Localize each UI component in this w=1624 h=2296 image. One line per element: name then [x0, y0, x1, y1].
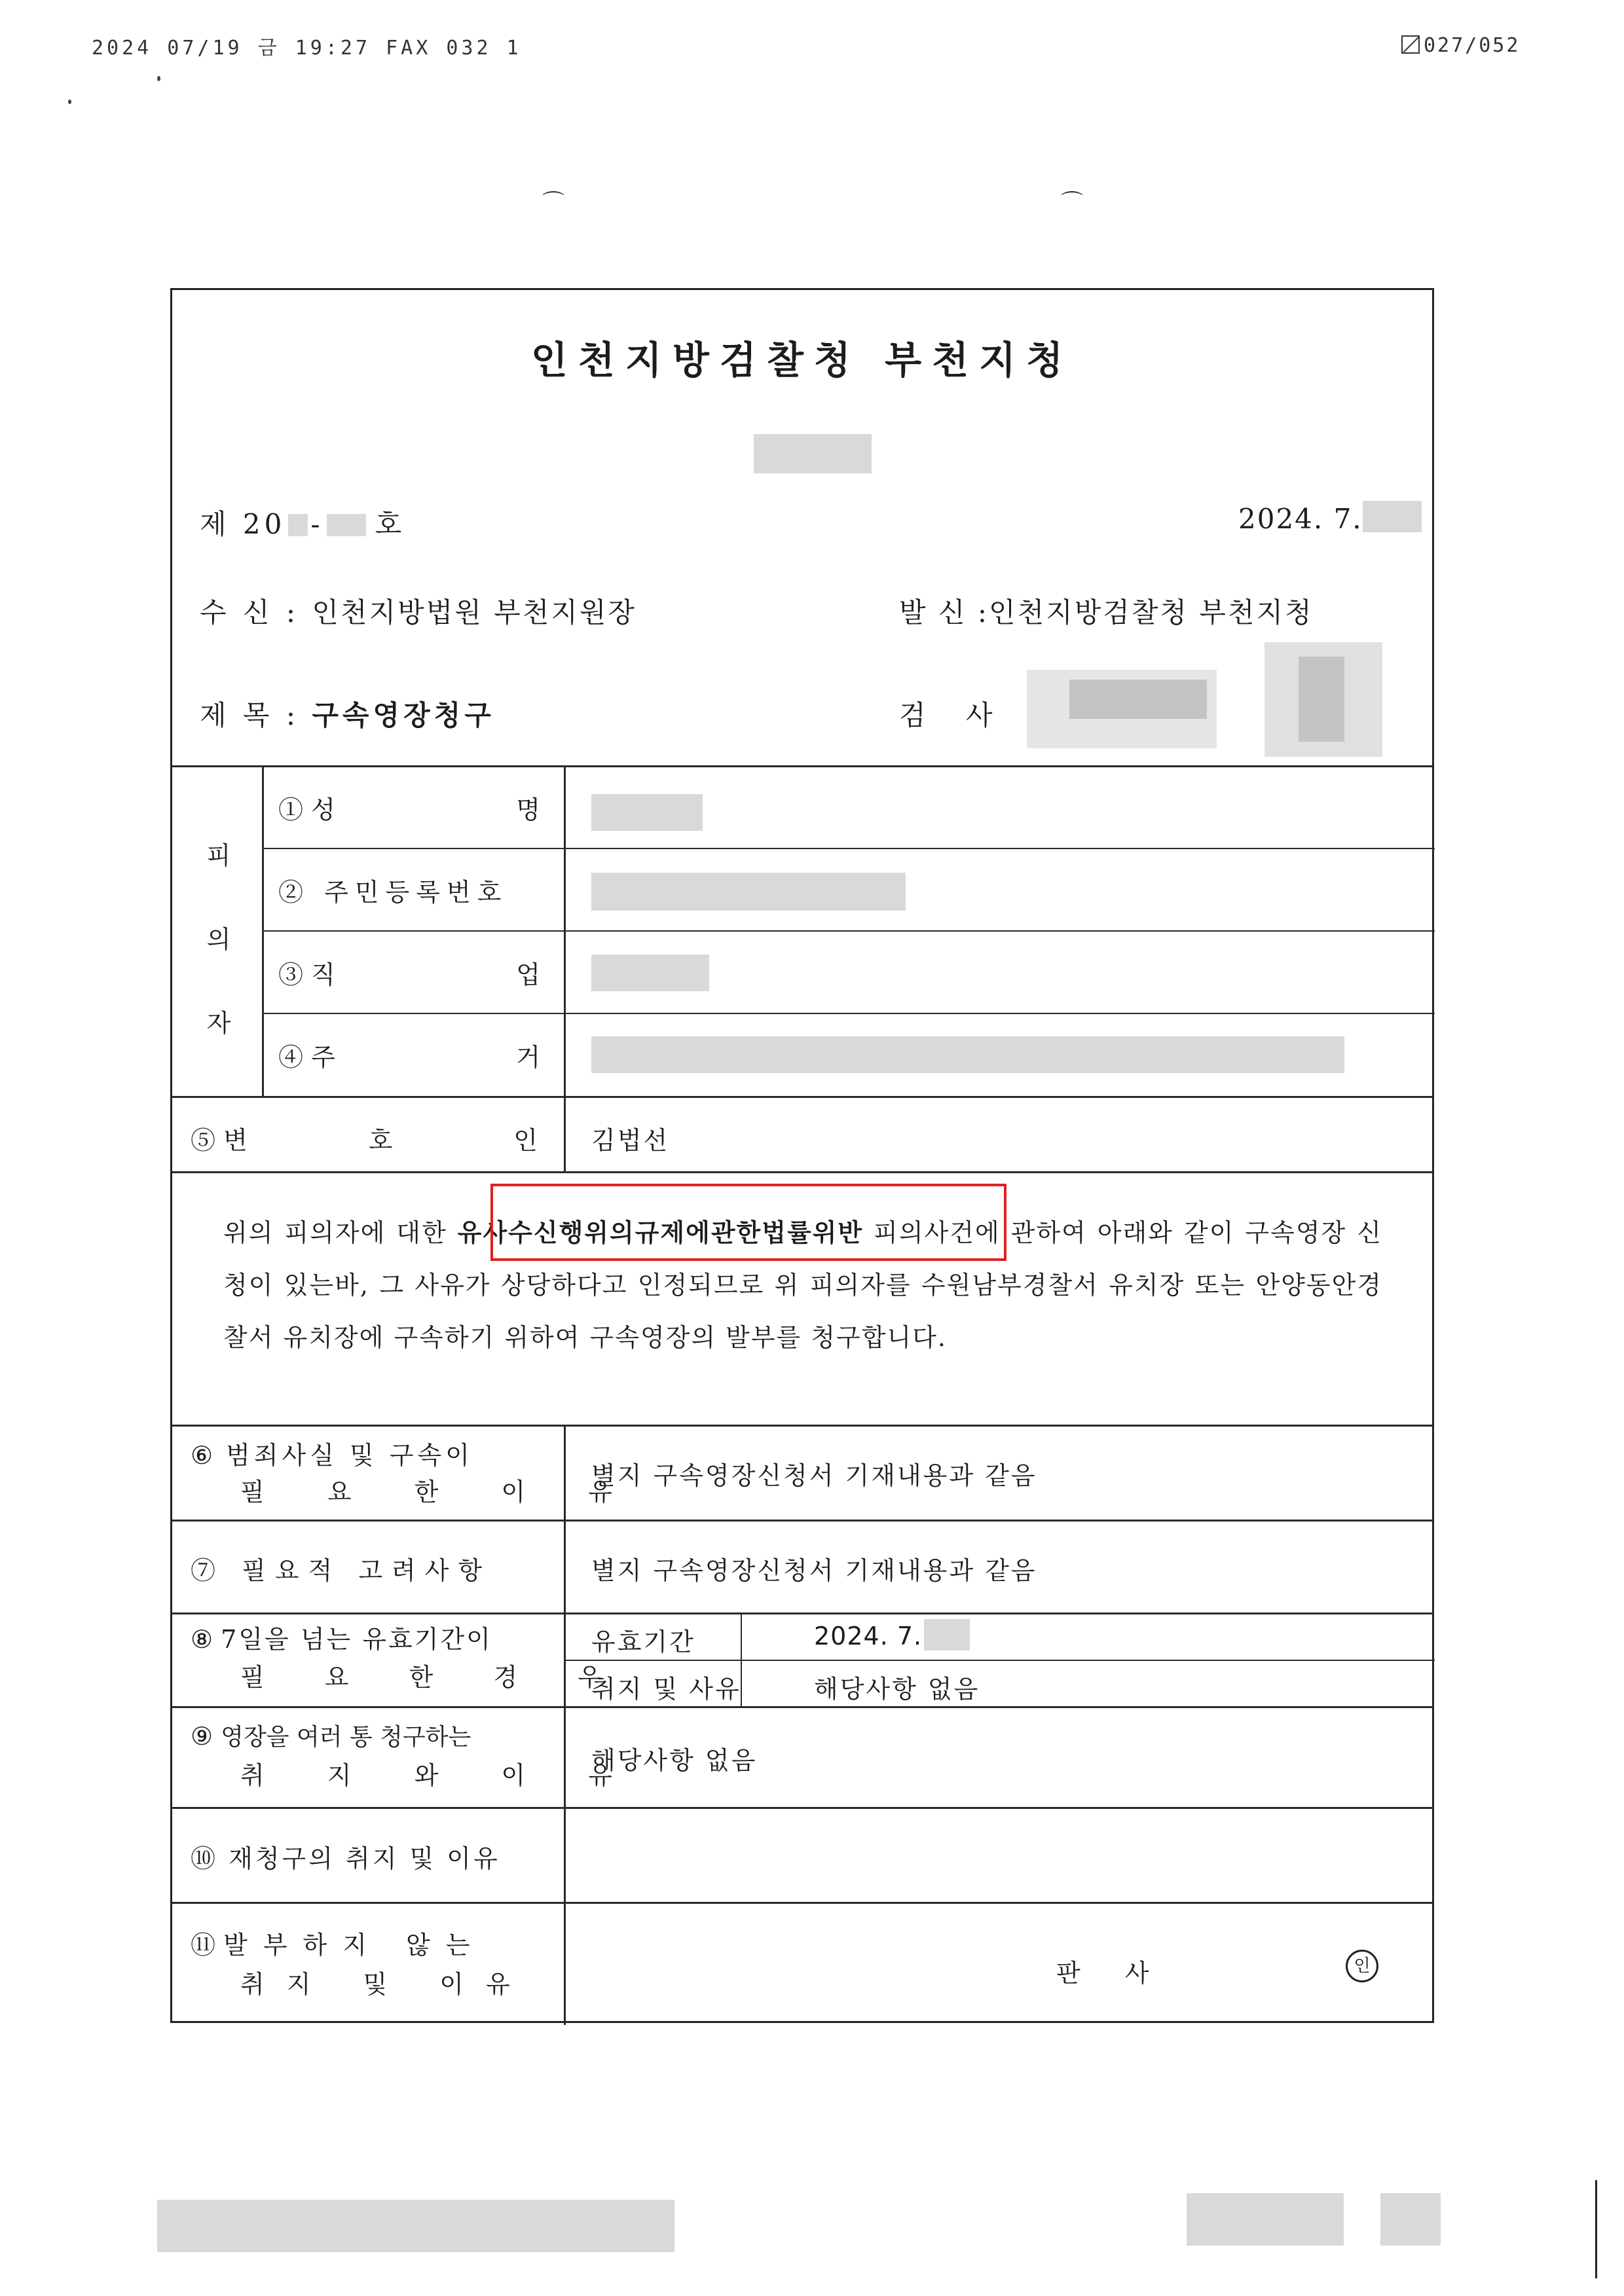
row-rule: [172, 1613, 1432, 1614]
redacted-block: [591, 1036, 1344, 1073]
row-number: ④: [278, 1043, 304, 1072]
subject-label: 제 목 :: [200, 699, 299, 731]
sender-label: 발 신 :: [899, 596, 989, 629]
item6-line2: 필 요 한 이 유: [240, 1478, 640, 1506]
row-label: 주: [311, 1043, 335, 1072]
item10-label: [191, 1838, 500, 1874]
item8-line2: 필 요 한 경 우: [240, 1663, 628, 1692]
row-number: ⑩: [191, 1844, 219, 1873]
item8-sub2-value: 해당사항 없음: [814, 1675, 980, 1704]
redacted-block: [1380, 2193, 1441, 2246]
row-label: 성: [311, 795, 335, 824]
row-number: ⑪: [191, 1931, 216, 1959]
col-rule: [262, 765, 264, 1097]
doc-number: [200, 503, 405, 542]
item8-sub1-value: 2024. 7.: [814, 1622, 923, 1650]
warrant-request-form: [170, 288, 1434, 2023]
item8-line1: 7일을 넘는 유효기간이: [221, 1625, 492, 1654]
item9-line1: 영장을 여러 통 청구하는: [221, 1724, 471, 1751]
lawyer-label: [191, 1120, 538, 1156]
row-rule: [263, 930, 1435, 932]
redacted-block: [924, 1619, 970, 1650]
suspect-char: 의: [206, 925, 231, 954]
item10-line1: 재청구의 취지 및 이유: [229, 1844, 500, 1873]
office-title: 인천지방검찰청 부천지청: [530, 338, 1074, 382]
row-number: ⑥: [191, 1441, 217, 1470]
lawyer-value: 김법선: [591, 1126, 670, 1155]
punch-mark: ⌒: [1061, 190, 1083, 216]
redacted-block: [754, 434, 872, 473]
redacted-block: [591, 794, 703, 831]
row-number: ③: [278, 960, 304, 989]
body-after: 피의사건에 관하여 아래와 같이 구속영장 신청이 있는바, 그 사유가 상당하다고 인정되므로 위 피의자를 수원남부경찰서 유치장 또는 안양동안경찰서 유치장에 구속하기 위하여 구속영장의 발부를 청구합니다.: [223, 1218, 1382, 1352]
redacted-block: [1299, 657, 1344, 742]
item11-label: [191, 1925, 544, 2004]
row-rule: [263, 848, 1435, 849]
highlight-annotation: [490, 1184, 1006, 1261]
row-number: ②: [278, 878, 310, 907]
fax-page-icon: [1401, 35, 1420, 54]
row-label: 업: [516, 960, 540, 989]
item9-label: [191, 1717, 640, 1795]
row-label: 변: [223, 1126, 248, 1155]
redacted-block: [591, 955, 709, 991]
doc-date: 2024. 7.: [1238, 503, 1363, 535]
item9-line2: 취 지 와 이 유: [240, 1761, 640, 1790]
col-rule: [564, 765, 566, 1173]
sender-line: [899, 591, 1314, 630]
judge-label: 판 사: [1056, 1959, 1168, 1988]
item8-label: [191, 1620, 628, 1696]
row-number: ⑨: [191, 1722, 213, 1751]
suspect-row-address: [278, 1037, 540, 1073]
suspect-row-name: [278, 790, 540, 826]
row-rule: [172, 1706, 1432, 1708]
suspect-row-job: [278, 955, 540, 991]
table-top-rule: [172, 765, 1432, 767]
item6-label: [191, 1437, 640, 1510]
item7-value: 별지 구속영장신청서 기재내용과 같음: [591, 1556, 1037, 1585]
suspect-row-rrn: [278, 872, 507, 908]
item8-sub2-label: 취지 및 사유: [591, 1675, 741, 1704]
fax-header-right: [1401, 34, 1520, 57]
suspect-group-label: [202, 814, 235, 1065]
item9-value: 해당사항 없음: [591, 1746, 758, 1775]
col-rule: [564, 1425, 566, 2025]
subject-value: 구속영장청구: [312, 699, 495, 731]
prosecutor-label: 검 사: [899, 699, 1008, 731]
redacted-block: [1187, 2193, 1344, 2246]
redacted-block: [327, 514, 366, 536]
doc-number-prefix: 제 20: [200, 508, 286, 540]
doc-number-suffix: 호: [375, 508, 406, 540]
redacted-block: [1069, 680, 1207, 719]
item7-label: [191, 1550, 491, 1586]
recipient-line: [200, 591, 637, 630]
row-rule: [172, 1171, 1432, 1173]
item7-line1: 필요적 고려사항: [242, 1556, 492, 1585]
row-label: 거: [516, 1043, 540, 1072]
row-rule: [263, 1013, 1435, 1014]
row-number: ⑧: [191, 1625, 213, 1654]
row-number: ⑦: [191, 1556, 225, 1585]
suspect-char: 피: [206, 841, 231, 870]
row-rule: [172, 1096, 1432, 1098]
seal-mark: 인: [1346, 1950, 1378, 1982]
fax-page-counter: 027/052: [1424, 34, 1521, 57]
judge-seal: [1346, 1950, 1378, 1982]
edge-mark: [1595, 2180, 1597, 2278]
item6-line1: 범죄사실 및 구속이: [226, 1441, 473, 1470]
redacted-block: [591, 873, 906, 911]
scan-speck: [68, 100, 71, 104]
redacted-block: [157, 2200, 674, 2252]
row-rule: [172, 1807, 1432, 1809]
recipient-label: 수 신 :: [200, 596, 299, 629]
row-rule: [172, 1520, 1432, 1522]
punch-mark: ⌒: [542, 190, 564, 216]
item6-value: 별지 구속영장신청서 기재내용과 같음: [591, 1461, 1037, 1490]
redacted-block: [1363, 501, 1422, 532]
row-label: 인: [513, 1126, 538, 1155]
body-before: 위의 피의자에 대한: [223, 1218, 458, 1247]
row-rule: [172, 1425, 1432, 1427]
sub-row-rule: [564, 1660, 1435, 1661]
subject-line: [200, 694, 495, 733]
fax-header-left: 2024 07/19 금 19:27 FAX 032 1: [92, 37, 522, 60]
row-rule: [172, 1902, 1432, 1904]
row-label: 호: [368, 1126, 393, 1155]
row-label: 주민등록번호: [324, 878, 508, 907]
row-number: ①: [278, 795, 304, 824]
row-label: 직: [311, 960, 335, 989]
row-number: ⑤: [191, 1126, 216, 1155]
item8-sub1-label: 유효기간: [591, 1628, 695, 1656]
row-label: 명: [516, 795, 540, 824]
suspect-char: 자: [206, 1009, 231, 1038]
body-highlight: 유사수신행위의규제에관한법률위반: [457, 1218, 864, 1247]
item11-line1: 발부하지 않는: [223, 1931, 486, 1959]
redacted-block: [288, 514, 308, 536]
sender-value: 인천지방검찰청 부천지청: [989, 596, 1314, 629]
doc-number-separator: -: [310, 508, 324, 540]
scan-speck: [157, 76, 160, 81]
item11-line2: 취지 및 이유: [240, 1970, 532, 1999]
recipient-value: 인천지방법원 부천지원장: [312, 596, 637, 629]
